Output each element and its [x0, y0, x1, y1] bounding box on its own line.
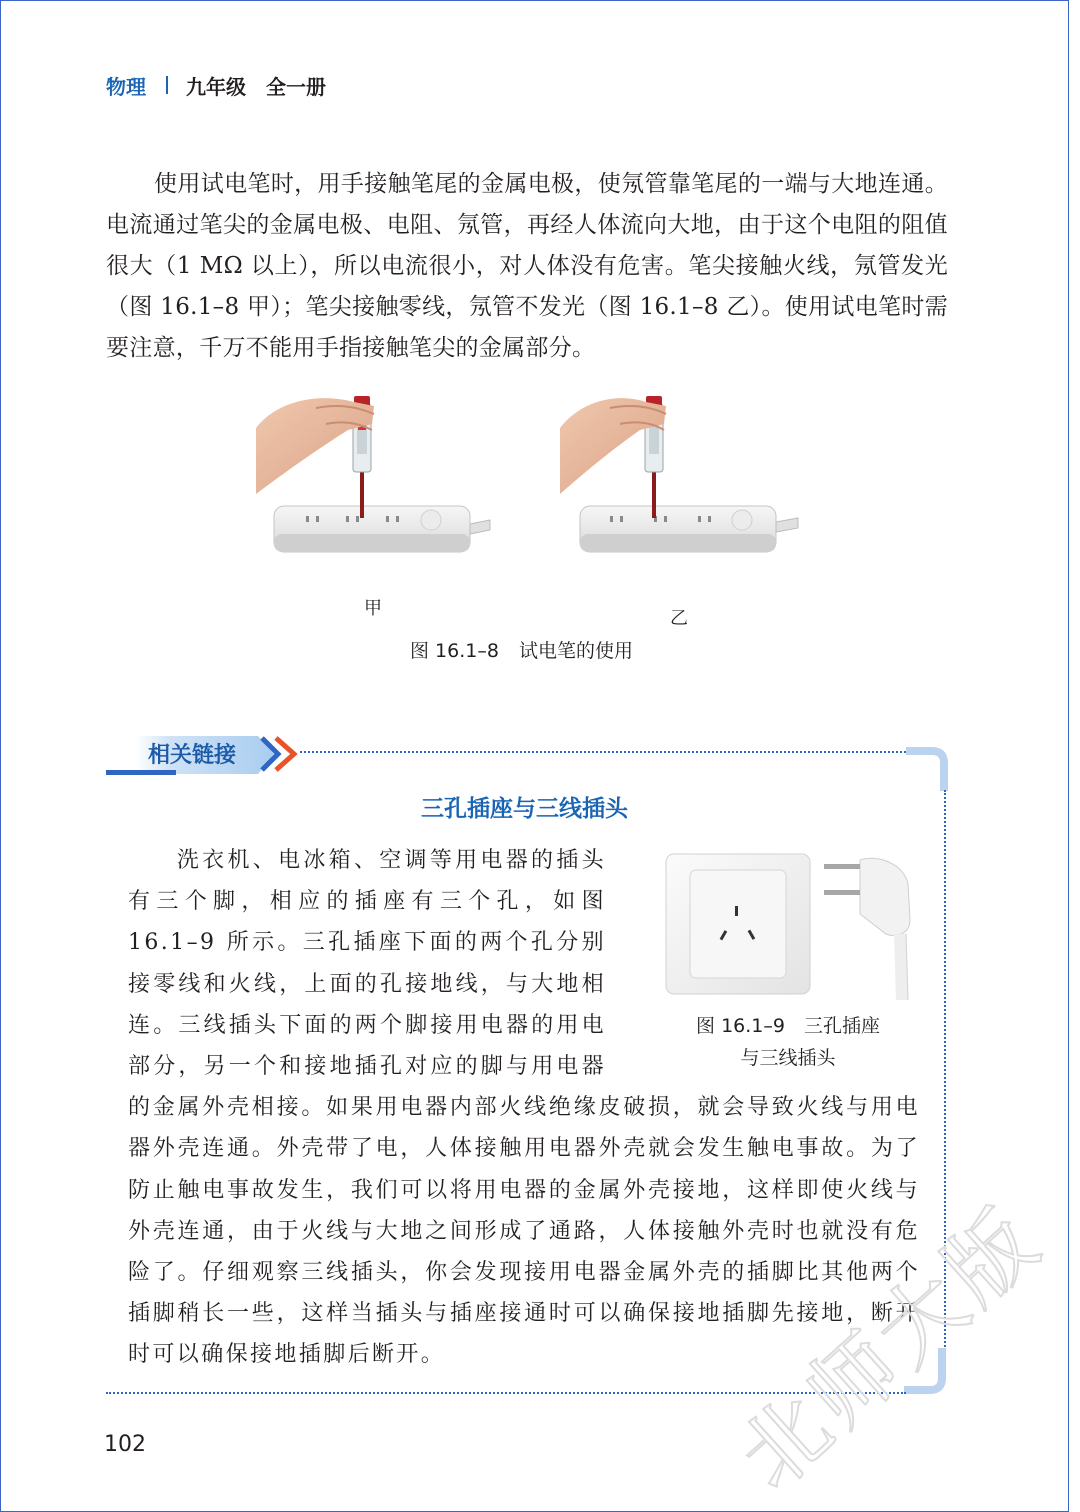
box-corner-top-right [904, 749, 946, 791]
figure-caption-line-1: 图 16.1–9 三孔插座 [696, 1015, 880, 1037]
box-border-bottom [106, 1392, 906, 1394]
three-hole-socket-and-plug-photo [664, 850, 914, 1000]
figure-caption-text: 试电笔的使用 [518, 640, 633, 662]
header-grade: 九年级 [186, 74, 246, 99]
tester-pen-photo-live-wire [256, 384, 492, 564]
page-number: 102 [104, 1432, 146, 1457]
figure-caption-16-1-9 [660, 1010, 916, 1074]
body-paragraph-text: 使用试电笔时，用手接触笔尾的金属电极，使氖管靠笔尾的一端与大地连通。电流通过笔尖的金属电极、电阻、氖管，再经人体流向大地，由于这个电阻的阻值很大（1 MΩ 以上），所以电流很小，对人体没有危害。笔尖接触火线，氖管发光（图 16.1–8 甲）；笔尖接触零线，氖管不发光（图 16.1–8 乙）。使用试电笔时需要注意，千万不能用手指接触笔尖的金属部分。 [106, 171, 948, 361]
body-paragraph [106, 164, 948, 369]
header-book: 全一册 [266, 74, 326, 99]
related-title-text: 三孔插座与三线插头 [421, 796, 628, 822]
related-paragraph-text: 洗衣机、电冰箱、空调等用电器的插头有三个脚，相应的插座有三个孔，如图 16.1–9 所示。三孔插座下面的两个孔分别接零线和火线，上面的孔接地线，与大地相连。三线插头下面的两个脚接用电器的用电部分，另一个和接地插孔对应的脚与用电器的金属外壳相接。如果用电器内部火线绝缘皮破损，就会导致火线与用电器外壳连通。外壳带了电，人体接触用电器外壳就会发生触电事故。为了防止触电事故发生，我们可以将用电器的金属外壳接地，这样即使火线与外壳连通，由于火线与大地之间形成了通路，人体接触外壳时也就没有危险了。仔细观察三线插头，你会发现接用电器金属外壳的插脚比其他两个插脚稍长一些，这样当插头与插座接通时可以确保接地插脚先接地，断开时可以确保接地插脚后断开。 [128, 848, 920, 1368]
subfigure-label-jia: 甲 [364, 598, 382, 619]
header-divider [166, 76, 168, 94]
box-border-top [300, 751, 906, 753]
running-header [106, 70, 326, 100]
tester-pen-photo-neutral-wire [560, 384, 800, 564]
subfigure-label-yi: 乙 [670, 608, 688, 629]
svg-text:北师大版: 北师大版 [720, 1188, 1061, 1509]
related-link-label: 相关链接 [148, 743, 237, 768]
figure-caption-16-1-8 [410, 636, 633, 663]
header-subject: 物理 [106, 74, 146, 99]
box-border-right [944, 790, 946, 1350]
related-title [0, 790, 1069, 823]
figure-number: 图 16.1–8 [410, 640, 499, 662]
figure-caption-line-2: 与三线插头 [740, 1047, 836, 1069]
